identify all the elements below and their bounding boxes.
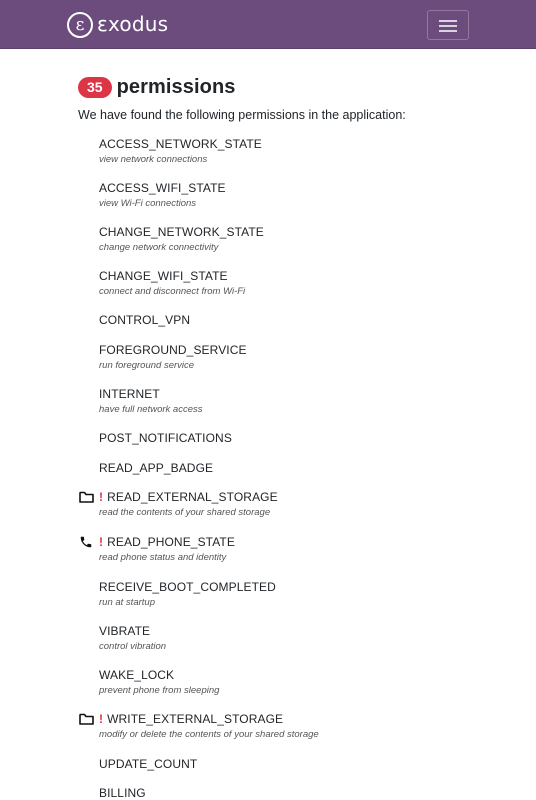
permission-name: BILLING: [99, 786, 146, 800]
phone-icon: [78, 535, 99, 549]
permission-item: [78, 431, 518, 445]
menu-toggle-button[interactable]: [427, 10, 469, 40]
permission-item: [78, 137, 518, 165]
permission-name: ACCESS_WIFI_STATE: [99, 181, 226, 195]
permission-name-row: [78, 343, 518, 357]
hamburger-icon: [439, 25, 457, 27]
permission-name: VIBRATE: [99, 624, 151, 638]
icon-spacer: [78, 343, 99, 357]
permission-name: UPDATE_COUNT: [99, 757, 198, 771]
permission-name: CONTROL_VPN: [99, 313, 191, 327]
permission-name: RECEIVE_BOOT_COMPLETED: [99, 580, 276, 594]
icon-spacer: [78, 580, 99, 594]
permission-description: read the contents of your shared storage: [99, 507, 271, 518]
permission-description: control vibration: [99, 641, 167, 652]
permission-name-row: [78, 712, 518, 726]
permission-item: [78, 181, 518, 209]
permission-name: ACCESS_NETWORK_STATE: [99, 137, 262, 151]
permission-description: view Wi-Fi connections: [99, 198, 197, 209]
permission-item: [78, 624, 518, 652]
permission-item: [78, 668, 518, 696]
intro-text: We have found the following permissions in the application:: [78, 108, 406, 122]
permission-name-row: [78, 137, 518, 151]
permission-description: prevent phone from sleeping: [99, 685, 220, 696]
icon-spacer: [78, 387, 99, 401]
permission-item: [78, 712, 518, 740]
permission-description: modify or delete the contents of your shared storage: [99, 729, 319, 740]
permission-item: [78, 461, 518, 475]
permission-description: connect and disconnect from Wi-Fi: [99, 286, 246, 297]
icon-spacer: [78, 269, 99, 283]
permission-count-badge: 35: [78, 77, 112, 98]
permission-name-row: [78, 624, 518, 638]
permission-name: READ_APP_BADGE: [99, 461, 214, 475]
permission-name: FOREGROUND_SERVICE: [99, 343, 247, 357]
icon-spacer: [78, 624, 99, 638]
brand-name: εxodus: [97, 12, 169, 36]
brand-link[interactable]: [67, 10, 168, 40]
permission-description: run foreground service: [99, 360, 195, 371]
permission-item: [78, 269, 518, 297]
permission-name: POST_NOTIFICATIONS: [99, 431, 232, 445]
permission-item: [78, 580, 518, 608]
permission-item: [78, 786, 518, 800]
permission-item: [78, 757, 518, 771]
permissions-section: [78, 74, 518, 122]
icon-spacer: [78, 757, 99, 771]
permission-description: view network connections: [99, 154, 208, 165]
permission-name-row: [78, 757, 518, 771]
navbar: [0, 0, 536, 49]
icon-spacer: [78, 137, 99, 151]
dangerous-permission-icon: !: [99, 535, 104, 549]
permission-name-row: [78, 490, 518, 504]
permission-name-row: [78, 387, 518, 401]
permission-item: [78, 313, 518, 327]
permission-description: change network connectivity: [99, 242, 219, 253]
folder-icon: [78, 490, 99, 504]
permission-description: have full network access: [99, 404, 203, 415]
permission-name-row: [78, 431, 518, 445]
hamburger-icon: [439, 30, 457, 32]
permission-name-row: [78, 461, 518, 475]
icon-spacer: [78, 225, 99, 239]
permission-name-row: [78, 181, 518, 195]
permission-name: READ_EXTERNAL_STORAGE: [107, 490, 278, 504]
hamburger-icon: [439, 20, 457, 22]
permission-description: read phone status and identity: [99, 552, 227, 563]
permission-name: INTERNET: [99, 387, 160, 401]
section-heading: permissions: [116, 75, 236, 98]
permission-item: [78, 535, 518, 563]
dangerous-permission-icon: !: [99, 712, 104, 726]
permission-name-row: [78, 225, 518, 239]
permission-item: [78, 387, 518, 415]
icon-spacer: [78, 786, 99, 800]
permission-name: READ_PHONE_STATE: [107, 535, 235, 549]
dangerous-permission-icon: !: [99, 490, 104, 504]
permission-name: CHANGE_WIFI_STATE: [99, 269, 228, 283]
permission-name-row: [78, 535, 518, 549]
permission-name: WRITE_EXTERNAL_STORAGE: [107, 712, 284, 726]
permission-name: CHANGE_NETWORK_STATE: [99, 225, 264, 239]
permission-item: [78, 343, 518, 371]
permission-description: run at startup: [99, 597, 155, 608]
permission-name: WAKE_LOCK: [99, 668, 175, 682]
permission-item: [78, 225, 518, 253]
icon-spacer: [78, 668, 99, 682]
permission-item: [78, 490, 518, 518]
icon-spacer: [78, 461, 99, 475]
permission-name-row: [78, 580, 518, 594]
icon-spacer: [78, 431, 99, 445]
section-title: [78, 74, 518, 100]
icon-spacer: [78, 313, 99, 327]
permission-name-row: [78, 269, 518, 283]
folder-icon: [78, 712, 99, 726]
permission-name-row: [78, 668, 518, 682]
icon-spacer: [78, 181, 99, 195]
exodus-logo-icon: ε: [67, 12, 93, 38]
permission-name-row: [78, 313, 518, 327]
permission-name-row: [78, 786, 518, 800]
